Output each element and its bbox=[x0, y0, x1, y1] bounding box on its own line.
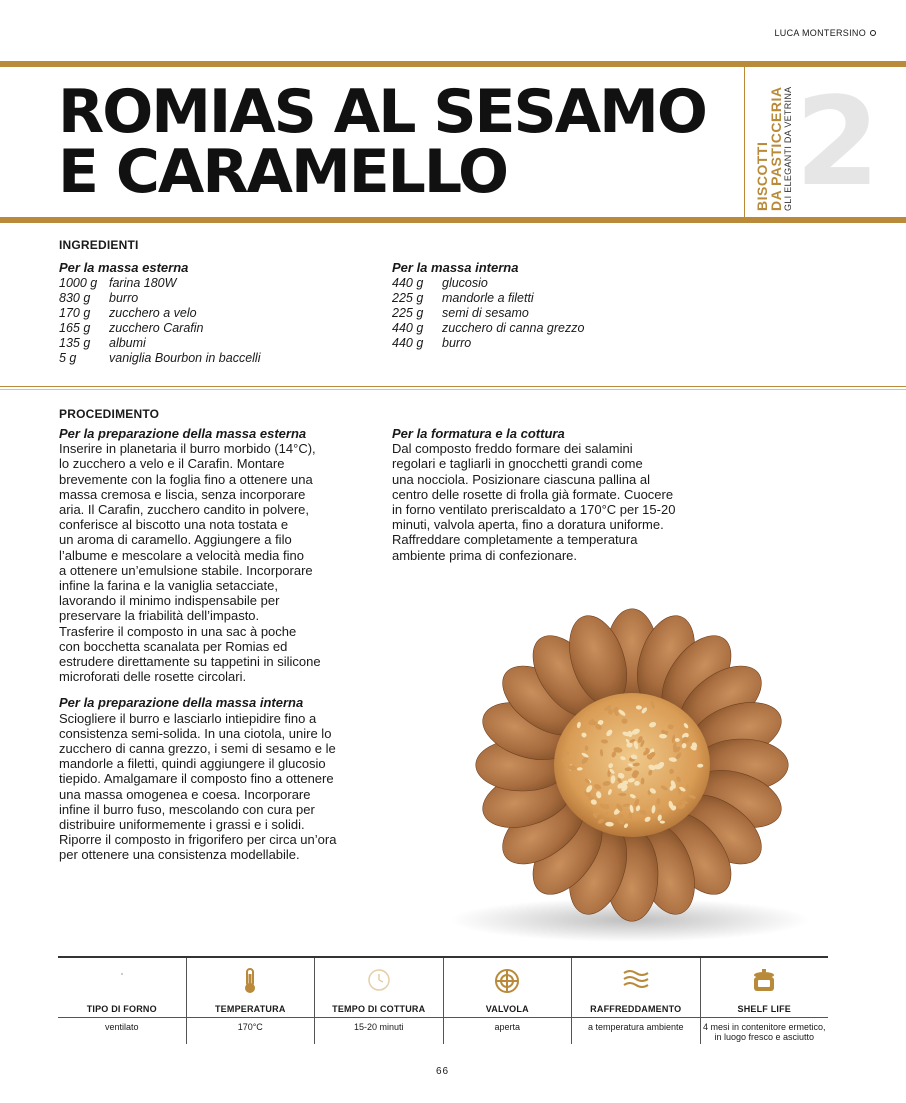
spec-value: aperta bbox=[443, 1018, 572, 1044]
ingredient-row bbox=[59, 321, 260, 336]
category-sub: GLI ELEGANTI DA VETRINA bbox=[783, 86, 793, 211]
procedure-line: zucchero di canna grezzo, i semi di sesamo e le bbox=[59, 741, 336, 757]
procedure-line: una nocciola. Posizionare ciascuna pallina al bbox=[392, 471, 650, 487]
spec-value: 4 mesi in contenitore ermetico, in luogo fresco e asciutto bbox=[700, 1018, 829, 1044]
procedure-line: centro delle rosette di frolla già formate. Cuocere bbox=[392, 486, 674, 502]
ingredient-quantity: 135 g bbox=[59, 336, 91, 350]
ingredient-quantity: 440 g bbox=[392, 336, 424, 350]
spec-label: SHELF LIFE bbox=[700, 1000, 829, 1017]
procedure-line: Dal composto freddo formare dei salamini bbox=[392, 441, 633, 457]
oven-icon bbox=[120, 972, 124, 976]
procedure-line: massa cremosa e liscia, senza incorporare bbox=[59, 486, 306, 502]
outer-ingredient-list bbox=[59, 276, 260, 366]
procedure-line: estrudere direttamente su tappetini in silicone bbox=[59, 654, 321, 670]
ingredient-quantity: 165 g bbox=[59, 321, 91, 335]
inner-procedure-heading: Per la preparazione della massa interna bbox=[59, 695, 304, 711]
forming-procedure-text bbox=[392, 441, 732, 563]
procedure-line: Trasferire il composto in una sac à poche bbox=[59, 623, 297, 639]
procedure-line: l’albume e mescolare a velocità media fino bbox=[59, 547, 304, 563]
ingredient-row bbox=[59, 351, 260, 366]
ingredient-name: glucosio bbox=[442, 276, 488, 290]
baking-specs-table bbox=[58, 956, 828, 1044]
procedure-right-column bbox=[392, 426, 732, 563]
ingredient-quantity: 440 g bbox=[392, 276, 424, 290]
ingredient-row bbox=[392, 306, 584, 321]
section-divider-secondary bbox=[0, 389, 906, 390]
ingredient-quantity: 5 g bbox=[59, 351, 77, 365]
spec-label: TEMPO DI COTTURA bbox=[314, 1000, 443, 1017]
spec-value: 15-20 minuti bbox=[314, 1018, 443, 1044]
specs-label-row bbox=[58, 1000, 828, 1018]
thermometer-icon bbox=[241, 968, 259, 994]
spec-temperature-cell bbox=[186, 958, 315, 1000]
procedure-line: a ottenere un’emulsione stabile. Incorporare bbox=[59, 562, 313, 578]
clock-icon bbox=[367, 968, 391, 992]
ingredient-name: zucchero Carafin bbox=[109, 321, 204, 335]
category-number: 2 bbox=[795, 71, 880, 213]
ingredient-quantity: 225 g bbox=[392, 306, 424, 320]
inner-mass-heading: Per la massa interna bbox=[392, 260, 519, 275]
forming-procedure-heading: Per la formatura e la cottura bbox=[392, 426, 565, 441]
spec-oven-cell bbox=[58, 958, 186, 1000]
title-line-2: E CARAMELLO bbox=[58, 137, 508, 207]
procedure-left-column bbox=[59, 426, 389, 863]
ingredient-row bbox=[392, 276, 584, 291]
procedure-line: aria. Il Carafin, zucchero candito in polvere, bbox=[59, 502, 310, 518]
nut-piece bbox=[618, 793, 626, 796]
ingredient-name: zucchero a velo bbox=[109, 306, 197, 320]
valve-icon bbox=[494, 968, 520, 994]
procedure-line: ambiente prima di confezionare. bbox=[392, 547, 577, 563]
ingredient-quantity: 225 g bbox=[392, 291, 424, 305]
spec-valve-cell bbox=[443, 958, 572, 1000]
procedure-line: lo zucchero a velo e il Carafin. Montare bbox=[59, 456, 285, 472]
procedure-line: brevemente con la foglia fino a ottenere una bbox=[59, 471, 313, 487]
spec-label: VALVOLA bbox=[443, 1000, 572, 1017]
procedure-line: microforati delle rosette circolari. bbox=[59, 669, 247, 685]
spec-cooling-cell bbox=[571, 958, 700, 1000]
ingredient-quantity: 830 g bbox=[59, 291, 91, 305]
procedure-line: infine il burro fuso, mescolando con cura per bbox=[59, 801, 315, 817]
ingredient-row bbox=[392, 291, 584, 306]
category-box bbox=[744, 67, 906, 217]
ingredient-quantity: 1000 g bbox=[59, 276, 98, 290]
procedure-line: minuti, valvola aperta, fino a doratura uniforme. bbox=[392, 517, 664, 533]
procedure-line: Inserire in planetaria il burro morbido (14°C), bbox=[59, 441, 316, 457]
title-line-1: ROMIAS AL SESAMO bbox=[58, 77, 706, 147]
ingredient-row bbox=[59, 291, 260, 306]
ingredient-row bbox=[392, 321, 584, 336]
inner-procedure-text bbox=[59, 711, 389, 863]
procedure-line: infine la farina e la vaniglia setacciate, bbox=[59, 578, 278, 594]
page-number: 66 bbox=[436, 1066, 450, 1077]
title-bottom-gold-rule bbox=[0, 217, 906, 223]
category-main-2: DA PASTICCERIA bbox=[768, 86, 784, 211]
author-name: LUCA MONTERSINO bbox=[774, 28, 866, 38]
procedure-line: Raffreddare completamente a temperatura bbox=[392, 532, 638, 548]
specs-icon-row bbox=[58, 958, 828, 1000]
procedure-line: Riporre il composto in frigorifero per circa un’ora bbox=[59, 832, 337, 848]
ingredient-quantity: 440 g bbox=[392, 321, 424, 335]
procedure-line: distribuire uniformemente i grassi e i solidi. bbox=[59, 817, 305, 833]
ingredient-name: burro bbox=[109, 291, 139, 305]
ingredient-name: vaniglia Bourbon in baccelli bbox=[109, 351, 261, 365]
ingredient-row bbox=[59, 306, 260, 321]
spec-value: a temperatura ambiente bbox=[571, 1018, 700, 1044]
ingredient-row bbox=[392, 336, 584, 351]
procedure-line: preservare la friabilità dell’impasto. bbox=[59, 608, 260, 624]
spec-value: ventilato bbox=[104, 1022, 139, 1032]
circle-icon bbox=[870, 30, 876, 36]
outer-procedure-text bbox=[59, 441, 389, 684]
spec-value: 170°C bbox=[186, 1018, 315, 1044]
procedure-line: un aroma di caramello. Aggiungere a filo bbox=[59, 532, 292, 548]
shelf-life-icon bbox=[751, 968, 777, 994]
ingredients-title: INGREDIENTI bbox=[59, 238, 139, 252]
author-header bbox=[774, 28, 876, 38]
category-label bbox=[755, 87, 794, 211]
outer-mass-heading: Per la massa esterna bbox=[59, 260, 189, 275]
outer-procedure-heading: Per la preparazione della massa esterna bbox=[59, 426, 307, 441]
procedure-line: consistenza semi-solida. In una ciotola, unire lo bbox=[59, 725, 332, 741]
section-divider bbox=[0, 386, 906, 387]
procedure-line: lavorando il minimo indispensabile per bbox=[59, 593, 280, 609]
recipe-title bbox=[58, 77, 706, 207]
procedure-line: per ottenere una consistenza modellabile. bbox=[59, 847, 300, 863]
procedure-line: conferisce al biscotto una nota tostata e bbox=[59, 517, 289, 533]
spec-time-cell bbox=[314, 958, 443, 1000]
procedure-line: mandorle a filetti, quindi aggiungere il glucosio bbox=[59, 756, 326, 772]
ingredient-name: burro bbox=[442, 336, 472, 350]
specs-value-row bbox=[58, 1018, 828, 1044]
category-main-1: BISCOTTI bbox=[754, 141, 770, 211]
romias-pastry-photo bbox=[420, 570, 840, 950]
cooling-icon bbox=[622, 968, 650, 990]
procedure-title: PROCEDIMENTO bbox=[59, 407, 160, 421]
ingredient-quantity: 170 g bbox=[59, 306, 91, 320]
spec-label: TEMPERATURA bbox=[186, 1000, 315, 1017]
procedure-line: regolari e tagliarli in gnocchetti grandi come bbox=[392, 456, 643, 472]
ingredient-name: farina 180W bbox=[109, 276, 177, 290]
spec-label: TIPO DI FORNO bbox=[86, 1004, 157, 1014]
inner-ingredient-list bbox=[392, 276, 584, 351]
procedure-line: Sciogliere il burro e lasciarlo intiepidire fino a bbox=[59, 710, 317, 726]
ingredient-name: albumi bbox=[109, 336, 146, 350]
ingredient-row bbox=[59, 336, 260, 351]
ingredient-name: semi di sesamo bbox=[442, 306, 529, 320]
ingredient-name: mandorle a filetti bbox=[442, 291, 534, 305]
procedure-line: in forno ventilato preriscaldato a 170°C per 15-20 bbox=[392, 502, 676, 518]
procedure-line: con bocchetta scanalata per Romias ed bbox=[59, 638, 288, 654]
ingredient-row bbox=[59, 276, 260, 291]
procedure-line: tiepido. Amalgamare il composto fino a ottenere bbox=[59, 771, 334, 787]
spec-label: RAFFREDDAMENTO bbox=[571, 1000, 700, 1017]
ingredient-name: zucchero di canna grezzo bbox=[442, 321, 585, 335]
procedure-line: una massa omogenea e coesa. Incorporare bbox=[59, 786, 311, 802]
spec-shelf-life-cell bbox=[700, 958, 829, 1000]
